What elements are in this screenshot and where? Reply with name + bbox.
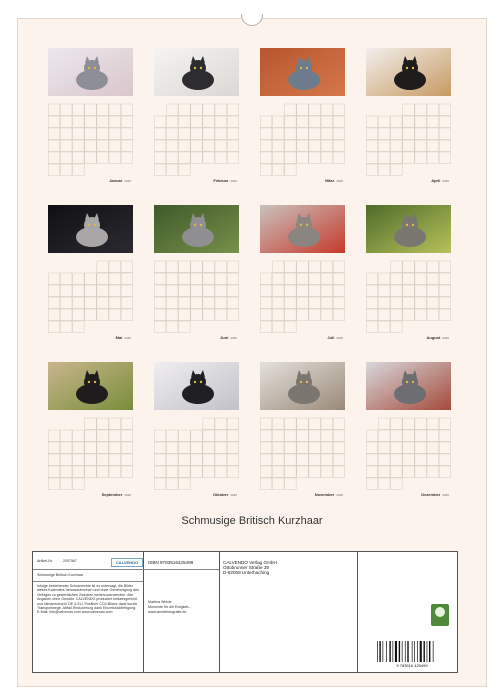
month-name: Oktober xyxy=(212,492,229,497)
legal-text: Infolge bestehender Schutzrechte ist es untersagt, die Bilder dieses Kalenders herauszutrennen und ohne Genehmigung des Verlages zu gewerblichen Zwecken weiterzuverwenden. Alle Angaben ohne Gewähr. CALVENDO produziert bedarfsgerecht und klimaneutral in DE & EU. Positiver CO2-Bilanz dank kurzer Transportwege. Abfall-Reduzierung dank Einzelstückfertigung. E-Mail: info@calvendo.com www.calvendo.com xyxy=(37,584,139,615)
publisher-city: D-82008 Unterhaching xyxy=(223,570,270,575)
barcode-digits: 9 783516 425499 xyxy=(396,663,428,668)
cat-lying-dark-photo xyxy=(48,205,133,253)
article-number: 2057567 xyxy=(63,559,77,563)
month-block xyxy=(366,362,451,502)
black-cat-basket-photo xyxy=(366,48,451,96)
month-name: Dezember xyxy=(421,492,441,497)
barcode-bar xyxy=(420,641,422,662)
cat-in-snow-photo xyxy=(366,362,451,410)
month-block xyxy=(48,48,133,188)
month-name: Februar xyxy=(213,178,229,183)
month-block xyxy=(48,205,133,345)
author-website: www.wredefotografie.de xyxy=(148,610,187,614)
day-grid xyxy=(260,416,345,490)
day-grid xyxy=(154,102,239,176)
month-label xyxy=(431,178,449,183)
barcode-bar xyxy=(427,641,428,662)
tabby-cat-garden-photo xyxy=(366,205,451,253)
cat-in-hammock-photo xyxy=(48,48,133,96)
info-panel xyxy=(32,551,458,673)
cat-with-apples-photo xyxy=(48,362,133,410)
month-year: 2026 xyxy=(442,336,449,340)
info-divider xyxy=(357,552,358,672)
month-block xyxy=(154,362,239,502)
month-block xyxy=(154,48,239,188)
day-grid xyxy=(260,102,345,176)
month-label xyxy=(427,335,449,340)
barcode-bar xyxy=(407,641,408,662)
month-block xyxy=(366,205,451,345)
month-block xyxy=(260,205,345,345)
month-block xyxy=(366,48,451,188)
month-block xyxy=(260,48,345,188)
month-name: November xyxy=(314,492,335,497)
month-year: 2026 xyxy=(442,179,449,183)
publisher-street: Ottobrunner Straße 39 xyxy=(223,565,269,570)
barcode-bar xyxy=(402,641,403,662)
author-name: Martina Wrede xyxy=(148,600,172,604)
month-year: 2026 xyxy=(336,179,343,183)
month-label xyxy=(421,492,449,497)
month-label xyxy=(325,178,343,183)
info-divider xyxy=(143,552,144,672)
month-name: Januar xyxy=(109,178,123,183)
day-grid xyxy=(48,416,133,490)
month-name: August xyxy=(426,335,441,340)
cat-in-basket-photo xyxy=(260,48,345,96)
calvendo-logo: CALVENDO xyxy=(111,558,143,567)
month-label xyxy=(102,492,131,497)
month-year: 2026 xyxy=(336,493,343,497)
month-name: Mai xyxy=(115,335,123,340)
barcode-bar xyxy=(417,641,418,662)
month-name: März xyxy=(325,178,335,183)
barcode-bar xyxy=(395,641,397,662)
info-divider xyxy=(219,552,220,672)
month-year: 2026 xyxy=(230,493,237,497)
barcode-bar xyxy=(405,641,406,662)
month-year: 2026 xyxy=(124,179,131,183)
day-grid xyxy=(366,416,451,490)
tabby-cat-green-photo xyxy=(154,205,239,253)
info-divider xyxy=(33,569,143,570)
barcode-bar xyxy=(389,641,390,662)
barcode-bar xyxy=(412,641,413,662)
cat-in-red-ring-photo xyxy=(260,205,345,253)
info-subtitle: Schmusige Britisch Kurzhaar xyxy=(37,573,84,577)
month-name: Juli xyxy=(327,335,335,340)
month-label xyxy=(213,178,237,183)
barcode-bar xyxy=(429,641,430,662)
month-year: 2026 xyxy=(124,336,131,340)
month-label xyxy=(315,492,343,497)
info-divider xyxy=(33,581,143,582)
day-grid xyxy=(260,259,345,333)
day-grid xyxy=(48,102,133,176)
cat-on-log-photo xyxy=(260,362,345,410)
day-grid xyxy=(366,102,451,176)
day-grid xyxy=(154,259,239,333)
barcode-bar xyxy=(386,641,387,662)
barcode-bar xyxy=(414,641,415,662)
author-tagline: Momente für die Ewigkeit... xyxy=(148,605,192,609)
month-block xyxy=(48,362,133,502)
month-label xyxy=(116,335,131,340)
month-label xyxy=(109,178,131,183)
barcode xyxy=(373,640,451,668)
info-divider xyxy=(143,569,219,570)
barcode-bar xyxy=(433,641,434,662)
month-year: 2026 xyxy=(230,179,237,183)
day-grid xyxy=(48,259,133,333)
month-label xyxy=(213,492,237,497)
barcode-bar xyxy=(377,641,378,662)
isbn: ISBN 9783516425499 xyxy=(148,560,194,565)
article-label: Artikel-Nr. xyxy=(37,559,53,563)
month-year: 2026 xyxy=(442,493,449,497)
month-name: April xyxy=(431,178,441,183)
barcode-bar xyxy=(383,641,384,662)
month-name: September xyxy=(101,492,123,497)
month-block xyxy=(260,362,345,502)
month-year: 2026 xyxy=(124,493,131,497)
cat-under-umbrella-photo xyxy=(154,362,239,410)
barcode-bar xyxy=(399,641,400,662)
barcode-bar xyxy=(379,641,380,662)
month-name: Juni xyxy=(220,335,229,340)
month-label xyxy=(220,335,237,340)
barcode-bar xyxy=(424,641,425,662)
calendar-title: Schmusige Britisch Kurzhaar xyxy=(181,515,323,527)
day-grid xyxy=(366,259,451,333)
fsc-leaf-icon xyxy=(431,604,449,626)
month-label xyxy=(327,335,343,340)
barcode-bar xyxy=(393,641,394,662)
month-year: 2026 xyxy=(336,336,343,340)
day-grid xyxy=(154,416,239,490)
cat-in-bag-photo xyxy=(154,48,239,96)
month-block xyxy=(154,205,239,345)
publisher-name: CALVENDO Verlag GmbH xyxy=(223,560,277,565)
month-year: 2026 xyxy=(230,336,237,340)
